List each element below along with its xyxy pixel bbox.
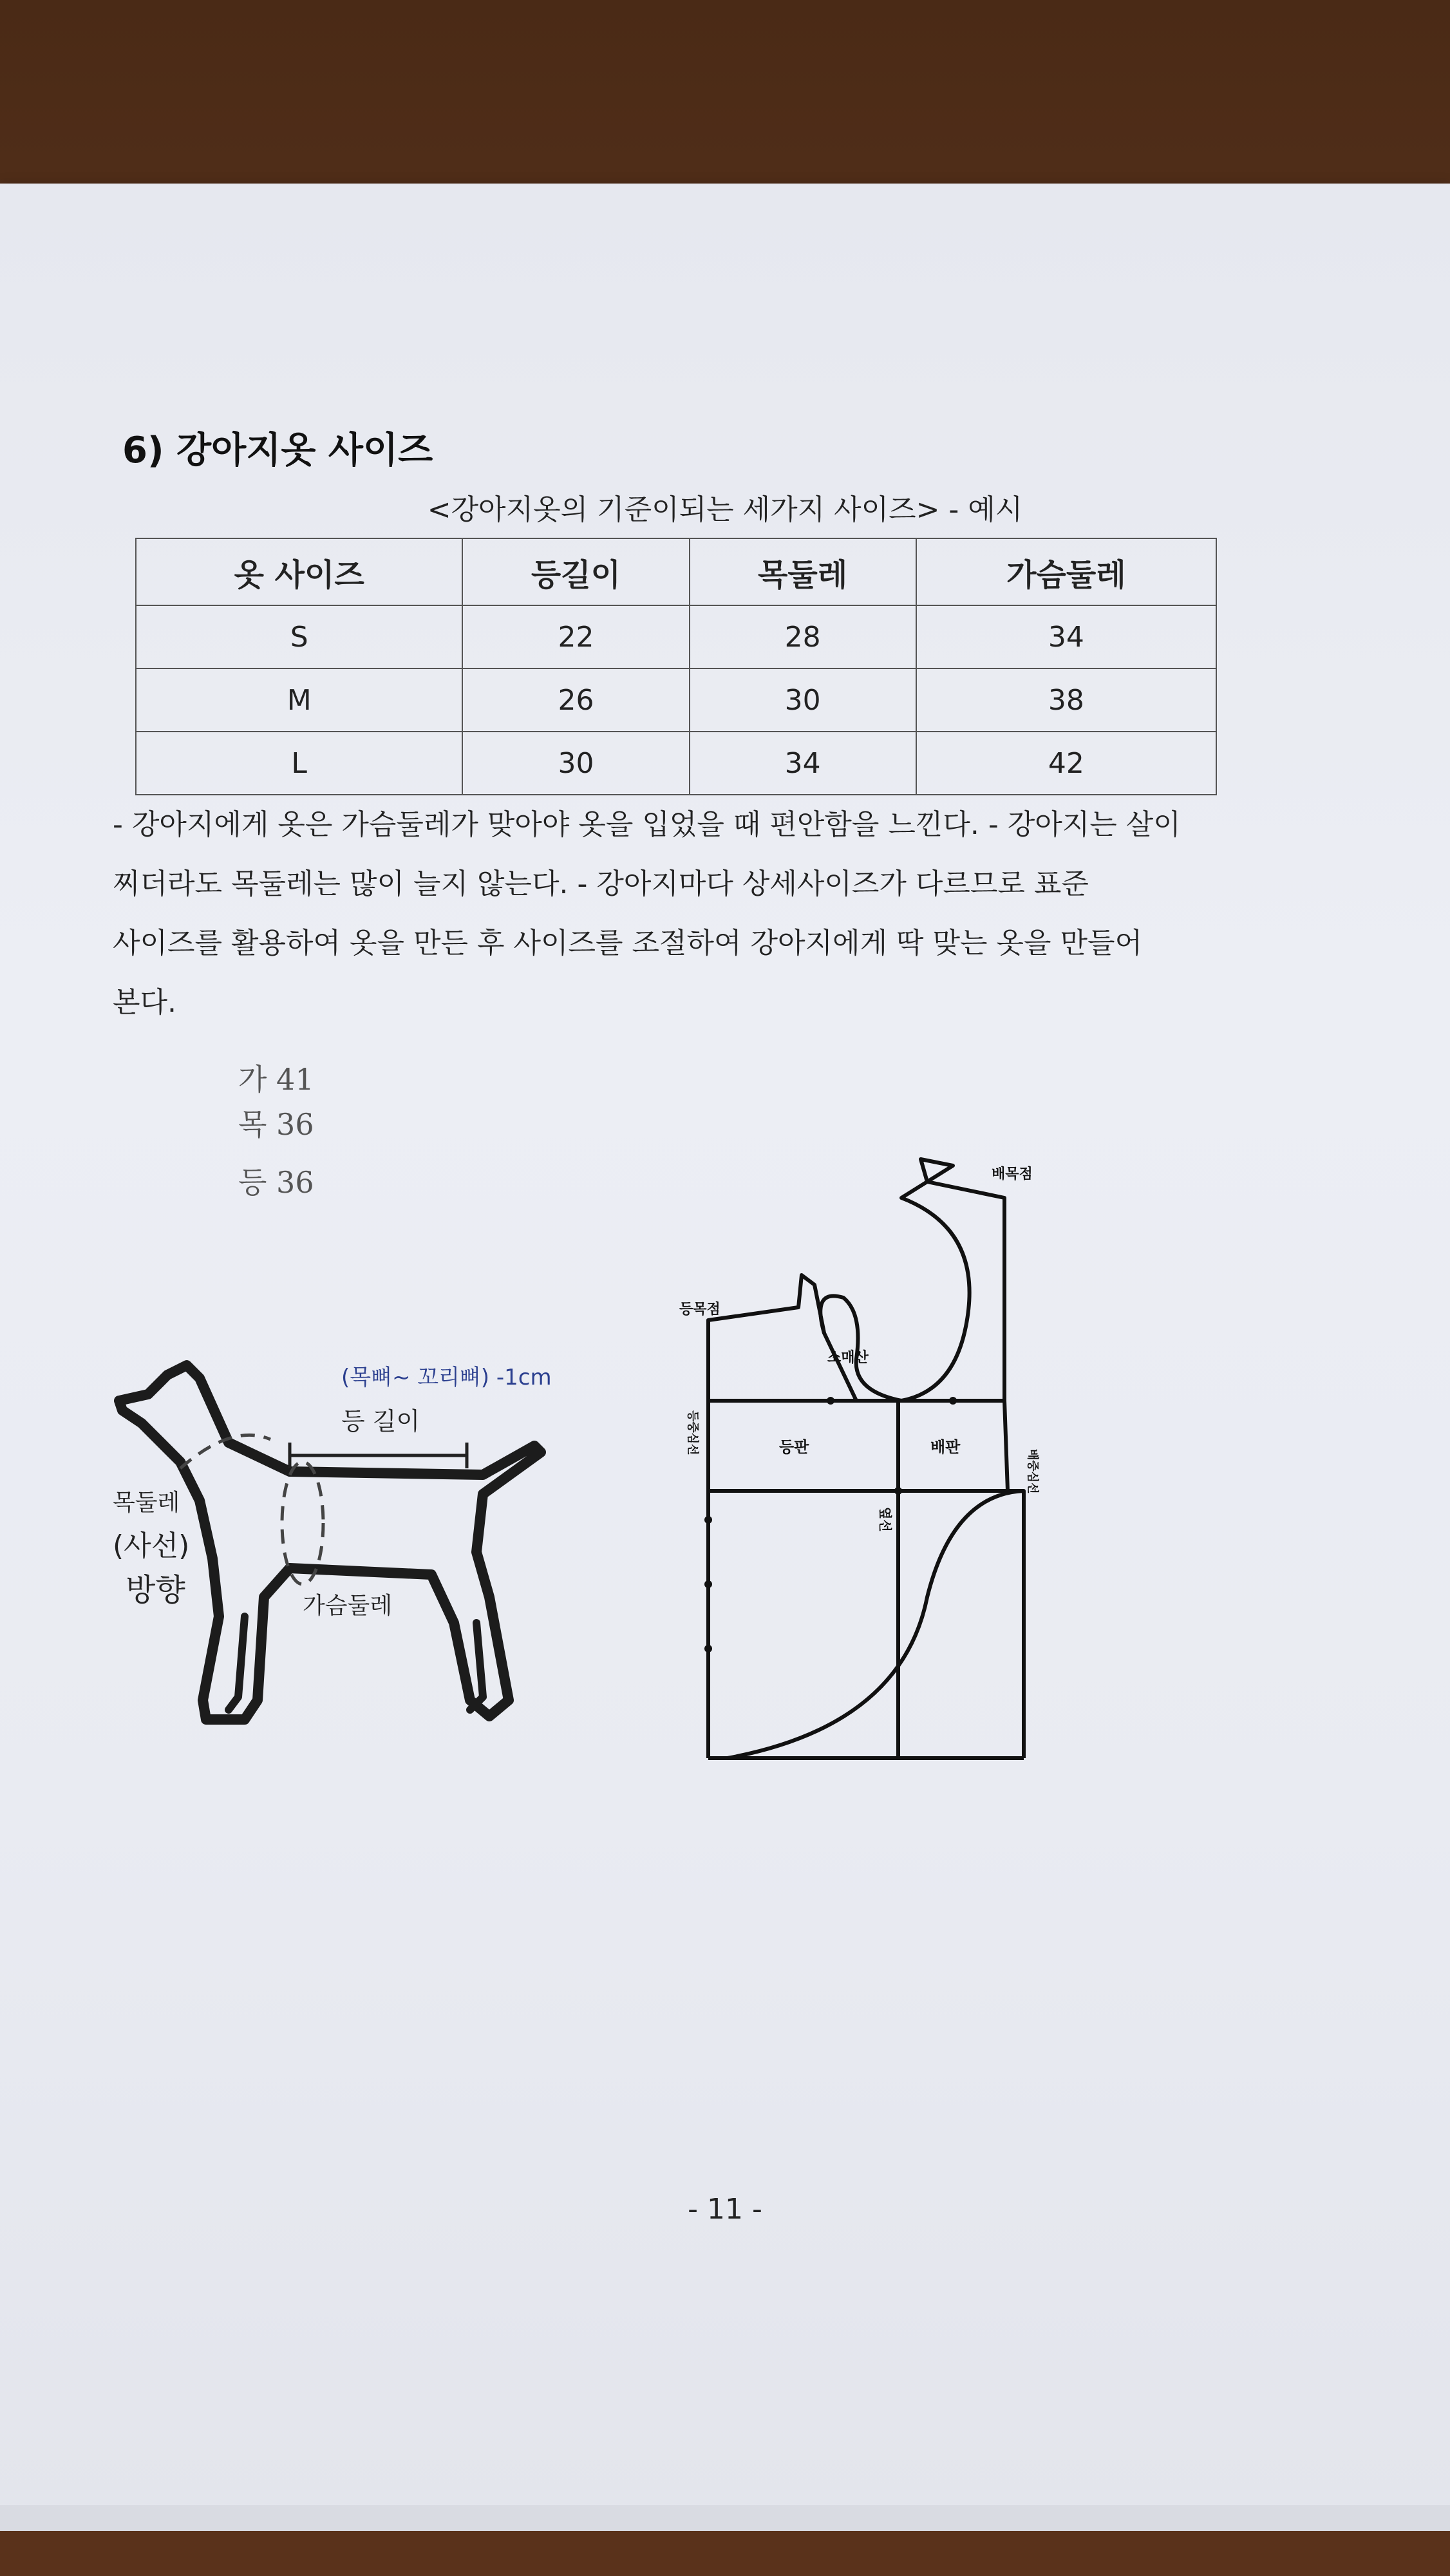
pattern-front-outline <box>901 1159 1004 1401</box>
paragraph-line: - 강아지에게 옷은 가슴둘레가 맞아야 옷을 입었을 때 편안함을 느낀다. - 강아지는 살이 <box>113 808 1181 841</box>
pattern-point <box>704 1580 712 1588</box>
table-cell: 28 <box>690 605 916 668</box>
pattern-point <box>704 1645 712 1653</box>
front-neck-point-label: 배목점 <box>992 1166 1033 1182</box>
paragraph-line: 찌더라도 목둘레는 많이 늘지 않는다. - 강아지마다 상세사이즈가 다르므로 표준 <box>113 867 1089 900</box>
handwritten-note: 가 41 <box>238 1062 314 1097</box>
body-paragraph <box>113 795 1317 1032</box>
section-title: 6) 강아지옷 사이즈 <box>122 430 433 471</box>
neck-direction-label: (사선) <box>113 1530 190 1562</box>
handwritten-note: 등 36 <box>238 1165 314 1200</box>
size-table <box>135 538 1217 795</box>
chest-label: 가슴둘레 <box>303 1593 393 1619</box>
front-panel-label: 배판 <box>930 1438 961 1456</box>
table-header-row <box>136 538 1216 605</box>
table-cell: 38 <box>916 668 1216 732</box>
page-number: - 11 - <box>688 2193 762 2226</box>
back-length-label: 등 길이 <box>341 1407 420 1435</box>
table-cell: S <box>136 605 462 668</box>
header-size: 옷 사이즈 <box>136 538 462 605</box>
paragraph-line: 본다. <box>113 986 176 1019</box>
paper-edge-below <box>0 2505 1450 2531</box>
table-cell: 42 <box>916 732 1216 795</box>
front-center-line-label: 배중심선 <box>1026 1449 1039 1494</box>
table-row <box>136 668 1216 732</box>
dog-diagram <box>97 1340 560 1752</box>
pattern-point <box>894 1487 902 1495</box>
table-row <box>136 732 1216 795</box>
pattern-outline <box>708 1275 1024 1758</box>
pattern-point <box>949 1397 957 1405</box>
side-line-label: 옆선 <box>878 1507 893 1532</box>
belly-curve <box>728 1491 1024 1758</box>
pattern-point <box>704 1516 712 1524</box>
table-row <box>136 605 1216 668</box>
header-neck: 목둘레 <box>690 538 916 605</box>
back-panel-label: 등판 <box>779 1438 809 1456</box>
table-cell: 34 <box>690 732 916 795</box>
back-neck-point-label: 등목점 <box>679 1302 720 1318</box>
neck-label: 목둘레 <box>113 1490 180 1516</box>
handwritten-note: 목 36 <box>238 1107 314 1142</box>
sleeve-cap-label: 소매산 <box>827 1350 869 1366</box>
table-cell: M <box>136 668 462 732</box>
back-length-annotation: (목뼈~ 꼬리뼈) -1cm <box>341 1365 552 1390</box>
pattern-point <box>827 1397 834 1405</box>
back-center-line-label: 등중심선 <box>686 1410 699 1455</box>
dog-leg-front-inner <box>229 1616 245 1710</box>
table-cell: 30 <box>462 732 689 795</box>
paragraph-line: 사이즈를 활용하여 옷을 만든 후 사이즈를 조절하여 강아지에게 딱 맞는 옷을 만들어 <box>113 927 1142 960</box>
table-cell: 26 <box>462 668 689 732</box>
header-back-length: 등길이 <box>462 538 689 605</box>
neck-direction-label: 방향 <box>126 1572 185 1608</box>
header-chest: 가슴둘레 <box>916 538 1216 605</box>
table-cell: L <box>136 732 462 795</box>
pattern-diagram <box>644 1146 1082 1771</box>
table-cell: 34 <box>916 605 1216 668</box>
table-cell: 22 <box>462 605 689 668</box>
table-caption: <강아지옷의 기준이되는 세가지 사이즈> - 예시 <box>427 493 1023 526</box>
table-cell: 30 <box>690 668 916 732</box>
